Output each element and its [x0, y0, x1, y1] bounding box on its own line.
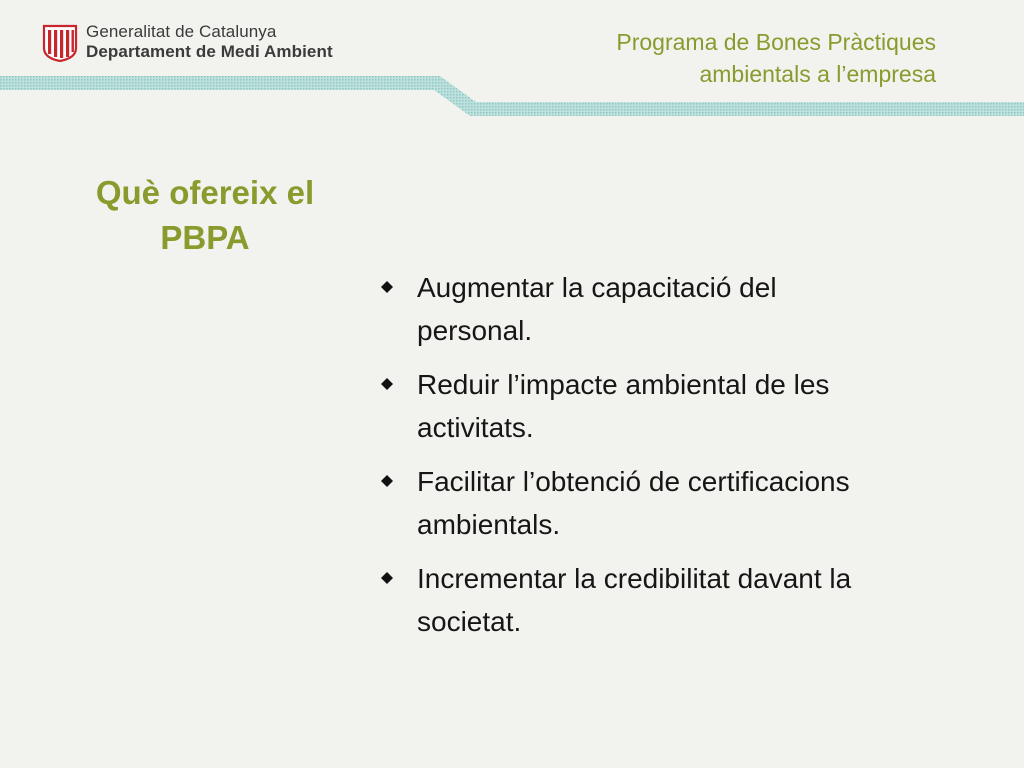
catalonia-emblem-icon [42, 24, 78, 62]
program-title-line2: ambientals a l’empresa [699, 61, 936, 87]
bullet-item [380, 557, 970, 643]
bullet-text-line2: societat. [417, 606, 522, 637]
diamond-bullet-icon [381, 281, 393, 293]
bullet-text-line1: Reduir l’impacte ambiental de les [417, 369, 830, 400]
bullet-item [380, 266, 970, 352]
decorative-band [0, 70, 1024, 120]
bullet-text-line2: personal. [417, 315, 533, 346]
program-title-line1: Programa de Bones Pràctiques [616, 29, 936, 55]
bullet-text-line1: Facilitar l’obtenció de certificacions [417, 466, 850, 497]
diamond-bullet-icon [381, 572, 393, 584]
diamond-bullet-icon [381, 378, 393, 390]
bullet-list [380, 266, 970, 654]
bullet-text-line1: Augmentar la capacitació del [417, 272, 777, 303]
generalitat-logo [42, 22, 387, 66]
diamond-bullet-icon [381, 475, 393, 487]
department-name: Departament de Medi Ambient [86, 42, 333, 61]
slide-title [40, 170, 370, 260]
bullet-item [380, 363, 970, 449]
bullet-text-line2: ambientals. [417, 509, 561, 540]
slide-title-line1: Què ofereix el [95, 174, 315, 211]
bullet-text-line1: Incrementar la credibilitat davant la [417, 563, 852, 594]
slide-title-line2: PBPA [160, 219, 250, 256]
bullet-text-line2: activitats. [417, 412, 534, 443]
bullet-item [380, 460, 970, 546]
org-name: Generalitat de Catalunya [86, 22, 277, 41]
